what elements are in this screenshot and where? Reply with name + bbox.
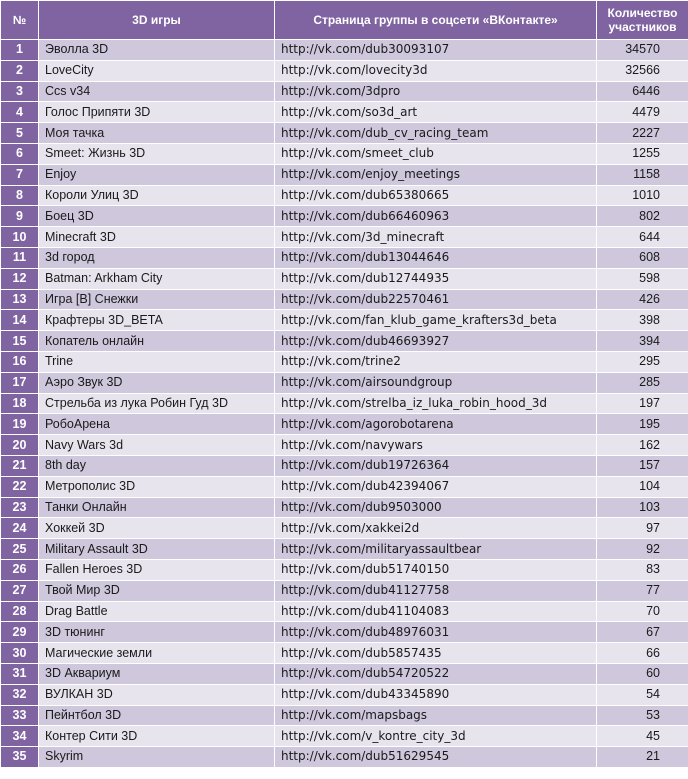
row-number: 4 [1, 102, 39, 123]
table-row [1, 622, 688, 643]
group-url[interactable]: http://vk.com/agorobotarena [275, 414, 597, 435]
member-count: 103 [597, 497, 688, 518]
game-name: 3d город [39, 247, 275, 268]
header-row [1, 1, 688, 40]
member-count: 32566 [597, 60, 688, 81]
table-row [1, 643, 688, 664]
member-count: 70 [597, 601, 688, 622]
group-url[interactable]: http://vk.com/dub12744935 [275, 268, 597, 289]
member-count: 54 [597, 684, 688, 705]
row-number: 16 [1, 351, 39, 372]
group-url[interactable]: http://vk.com/mapsbags [275, 705, 597, 726]
table-row [1, 726, 688, 747]
member-count: 53 [597, 705, 688, 726]
member-count: 66 [597, 643, 688, 664]
row-number: 1 [1, 40, 39, 61]
game-name: Drag Battle [39, 601, 275, 622]
game-name: Крафтеры 3D_BETA [39, 310, 275, 331]
member-count: 157 [597, 455, 688, 476]
game-name: Пейнтбол 3D [39, 705, 275, 726]
row-number: 21 [1, 455, 39, 476]
table-row [1, 310, 688, 331]
game-name: Navy Wars 3d [39, 435, 275, 456]
group-url[interactable]: http://vk.com/dub41104083 [275, 601, 597, 622]
game-name: 3D Аквариум [39, 663, 275, 684]
group-url[interactable]: http://vk.com/navywars [275, 435, 597, 456]
game-name: Trine [39, 351, 275, 372]
group-url[interactable]: http://vk.com/v_kontre_city_3d [275, 726, 597, 747]
table-row [1, 414, 688, 435]
table-row [1, 435, 688, 456]
member-count: 1158 [597, 164, 688, 185]
game-name: 8th day [39, 455, 275, 476]
row-number: 20 [1, 435, 39, 456]
group-url[interactable]: http://vk.com/airsoundgroup [275, 372, 597, 393]
group-url[interactable]: http://vk.com/strelba_iz_luka_robin_hood_3d [275, 393, 597, 414]
game-name: Skyrim [39, 747, 275, 768]
row-number: 8 [1, 185, 39, 206]
group-url[interactable]: http://vk.com/dub30093107 [275, 40, 597, 61]
member-count: 598 [597, 268, 688, 289]
group-url[interactable]: http://vk.com/dub48976031 [275, 622, 597, 643]
row-number: 3 [1, 81, 39, 102]
row-number: 13 [1, 289, 39, 310]
table-row [1, 684, 688, 705]
group-url[interactable]: http://vk.com/lovecity3d [275, 60, 597, 81]
row-number: 19 [1, 414, 39, 435]
member-count: 97 [597, 518, 688, 539]
game-name: Эволла 3D [39, 40, 275, 61]
row-number: 28 [1, 601, 39, 622]
member-count: 2227 [597, 123, 688, 144]
member-count: 83 [597, 559, 688, 580]
group-url[interactable]: http://vk.com/so3d_art [275, 102, 597, 123]
row-number: 17 [1, 372, 39, 393]
table-body [1, 40, 688, 768]
group-url[interactable]: http://vk.com/dub42394067 [275, 476, 597, 497]
group-url[interactable]: http://vk.com/dub13044646 [275, 247, 597, 268]
member-count: 398 [597, 310, 688, 331]
group-url[interactable]: http://vk.com/3d_minecraft [275, 227, 597, 248]
table-row [1, 663, 688, 684]
group-url[interactable]: http://vk.com/xakkei2d [275, 518, 597, 539]
member-count: 92 [597, 539, 688, 560]
row-number: 33 [1, 705, 39, 726]
row-number: 15 [1, 331, 39, 352]
row-number: 29 [1, 622, 39, 643]
game-name: Копатель онлайн [39, 331, 275, 352]
game-name: Контер Сити 3D [39, 726, 275, 747]
table-row [1, 539, 688, 560]
table-row [1, 559, 688, 580]
group-url[interactable]: http://vk.com/dub_cv_racing_team [275, 123, 597, 144]
game-name: Моя тачка [39, 123, 275, 144]
game-name: Танки Онлайн [39, 497, 275, 518]
game-name: Стрельба из лука Робин Гуд 3D [39, 393, 275, 414]
row-number: 32 [1, 684, 39, 705]
member-count: 426 [597, 289, 688, 310]
member-count: 4479 [597, 102, 688, 123]
group-url[interactable]: http://vk.com/dub54720522 [275, 663, 597, 684]
row-number: 7 [1, 164, 39, 185]
row-number: 10 [1, 227, 39, 248]
table-row [1, 227, 688, 248]
group-url[interactable]: http://vk.com/dub22570461 [275, 289, 597, 310]
group-url[interactable]: http://vk.com/dub51629545 [275, 747, 597, 768]
group-url[interactable]: http://vk.com/3dpro [275, 81, 597, 102]
game-name: Ccs v34 [39, 81, 275, 102]
game-name: Minecraft 3D [39, 227, 275, 248]
game-name: Хоккей 3D [39, 518, 275, 539]
member-count: 21 [597, 747, 688, 768]
member-count: 6446 [597, 81, 688, 102]
table-row [1, 289, 688, 310]
game-name: Batman: Arkham City [39, 268, 275, 289]
game-name: Голос Припяти 3D [39, 102, 275, 123]
table-row [1, 40, 688, 61]
table-row [1, 247, 688, 268]
group-url[interactable]: http://vk.com/trine2 [275, 351, 597, 372]
row-number: 6 [1, 143, 39, 164]
row-number: 25 [1, 539, 39, 560]
game-name: Короли Улиц 3D [39, 185, 275, 206]
group-url[interactable]: http://vk.com/dub19726364 [275, 455, 597, 476]
member-count: 195 [597, 414, 688, 435]
game-name: 3D тюнинг [39, 622, 275, 643]
group-url[interactable]: http://vk.com/dub5857435 [275, 643, 597, 664]
table-row [1, 164, 688, 185]
table-row [1, 81, 688, 102]
group-url[interactable]: http://vk.com/dub46693927 [275, 331, 597, 352]
game-name: Магические земли [39, 643, 275, 664]
row-number: 30 [1, 643, 39, 664]
member-count: 34570 [597, 40, 688, 61]
member-count: 77 [597, 580, 688, 601]
header-count: Количество участников [597, 1, 688, 40]
table-row [1, 518, 688, 539]
group-url[interactable]: http://vk.com/dub41127758 [275, 580, 597, 601]
game-name: Аэро Звук 3D [39, 372, 275, 393]
table-row [1, 747, 688, 768]
game-name: Military Assault 3D [39, 539, 275, 560]
group-url[interactable]: http://vk.com/dub51740150 [275, 559, 597, 580]
table-row [1, 580, 688, 601]
row-number: 12 [1, 268, 39, 289]
group-url[interactable]: http://vk.com/smeet_club [275, 143, 597, 164]
row-number: 18 [1, 393, 39, 414]
game-name: Fallen Heroes 3D [39, 559, 275, 580]
game-name: ВУЛКАН 3D [39, 684, 275, 705]
member-count: 162 [597, 435, 688, 456]
member-count: 608 [597, 247, 688, 268]
member-count: 60 [597, 663, 688, 684]
game-name: Боец 3D [39, 206, 275, 227]
member-count: 285 [597, 372, 688, 393]
row-number: 2 [1, 60, 39, 81]
table-row [1, 455, 688, 476]
table-row [1, 601, 688, 622]
row-number: 35 [1, 747, 39, 768]
row-number: 26 [1, 559, 39, 580]
group-url[interactable]: http://vk.com/dub66460963 [275, 206, 597, 227]
group-url[interactable]: http://vk.com/dub43345890 [275, 684, 597, 705]
row-number: 24 [1, 518, 39, 539]
table-row [1, 185, 688, 206]
row-number: 11 [1, 247, 39, 268]
table-row [1, 206, 688, 227]
table-row [1, 393, 688, 414]
game-name: Твой Мир 3D [39, 580, 275, 601]
game-name: Smeet: Жизнь 3D [39, 143, 275, 164]
table-row [1, 123, 688, 144]
header-url: Страница группы в соцсети «ВКонтакте» [275, 1, 597, 40]
header-name: 3D игры [39, 1, 275, 40]
table-row [1, 60, 688, 81]
table-row [1, 351, 688, 372]
row-number: 23 [1, 497, 39, 518]
group-url[interactable]: http://vk.com/enjoy_meetings [275, 164, 597, 185]
table-row [1, 143, 688, 164]
member-count: 197 [597, 393, 688, 414]
game-name: Игра [B] Снежки [39, 289, 275, 310]
member-count: 394 [597, 331, 688, 352]
game-name: РобоАрена [39, 414, 275, 435]
group-url[interactable]: http://vk.com/fan_klub_game_krafters3d_beta [275, 310, 597, 331]
member-count: 1010 [597, 185, 688, 206]
table-row [1, 331, 688, 352]
table-row [1, 497, 688, 518]
member-count: 104 [597, 476, 688, 497]
row-number: 34 [1, 726, 39, 747]
table-row [1, 705, 688, 726]
row-number: 9 [1, 206, 39, 227]
row-number: 14 [1, 310, 39, 331]
member-count: 644 [597, 227, 688, 248]
member-count: 67 [597, 622, 688, 643]
member-count: 1255 [597, 143, 688, 164]
row-number: 22 [1, 476, 39, 497]
row-number: 27 [1, 580, 39, 601]
game-name: Enjoy [39, 164, 275, 185]
table-row [1, 476, 688, 497]
table-row [1, 102, 688, 123]
group-url[interactable]: http://vk.com/dub65380665 [275, 185, 597, 206]
group-url[interactable]: http://vk.com/dub9503000 [275, 497, 597, 518]
row-number: 31 [1, 663, 39, 684]
table-row [1, 268, 688, 289]
game-name: Метрополис 3D [39, 476, 275, 497]
member-count: 295 [597, 351, 688, 372]
game-name: LoveCity [39, 60, 275, 81]
member-count: 802 [597, 206, 688, 227]
header-num: № [1, 1, 39, 40]
table-row [1, 372, 688, 393]
row-number: 5 [1, 123, 39, 144]
table-header [1, 1, 688, 40]
group-url[interactable]: http://vk.com/militaryassaultbear [275, 539, 597, 560]
member-count: 45 [597, 726, 688, 747]
